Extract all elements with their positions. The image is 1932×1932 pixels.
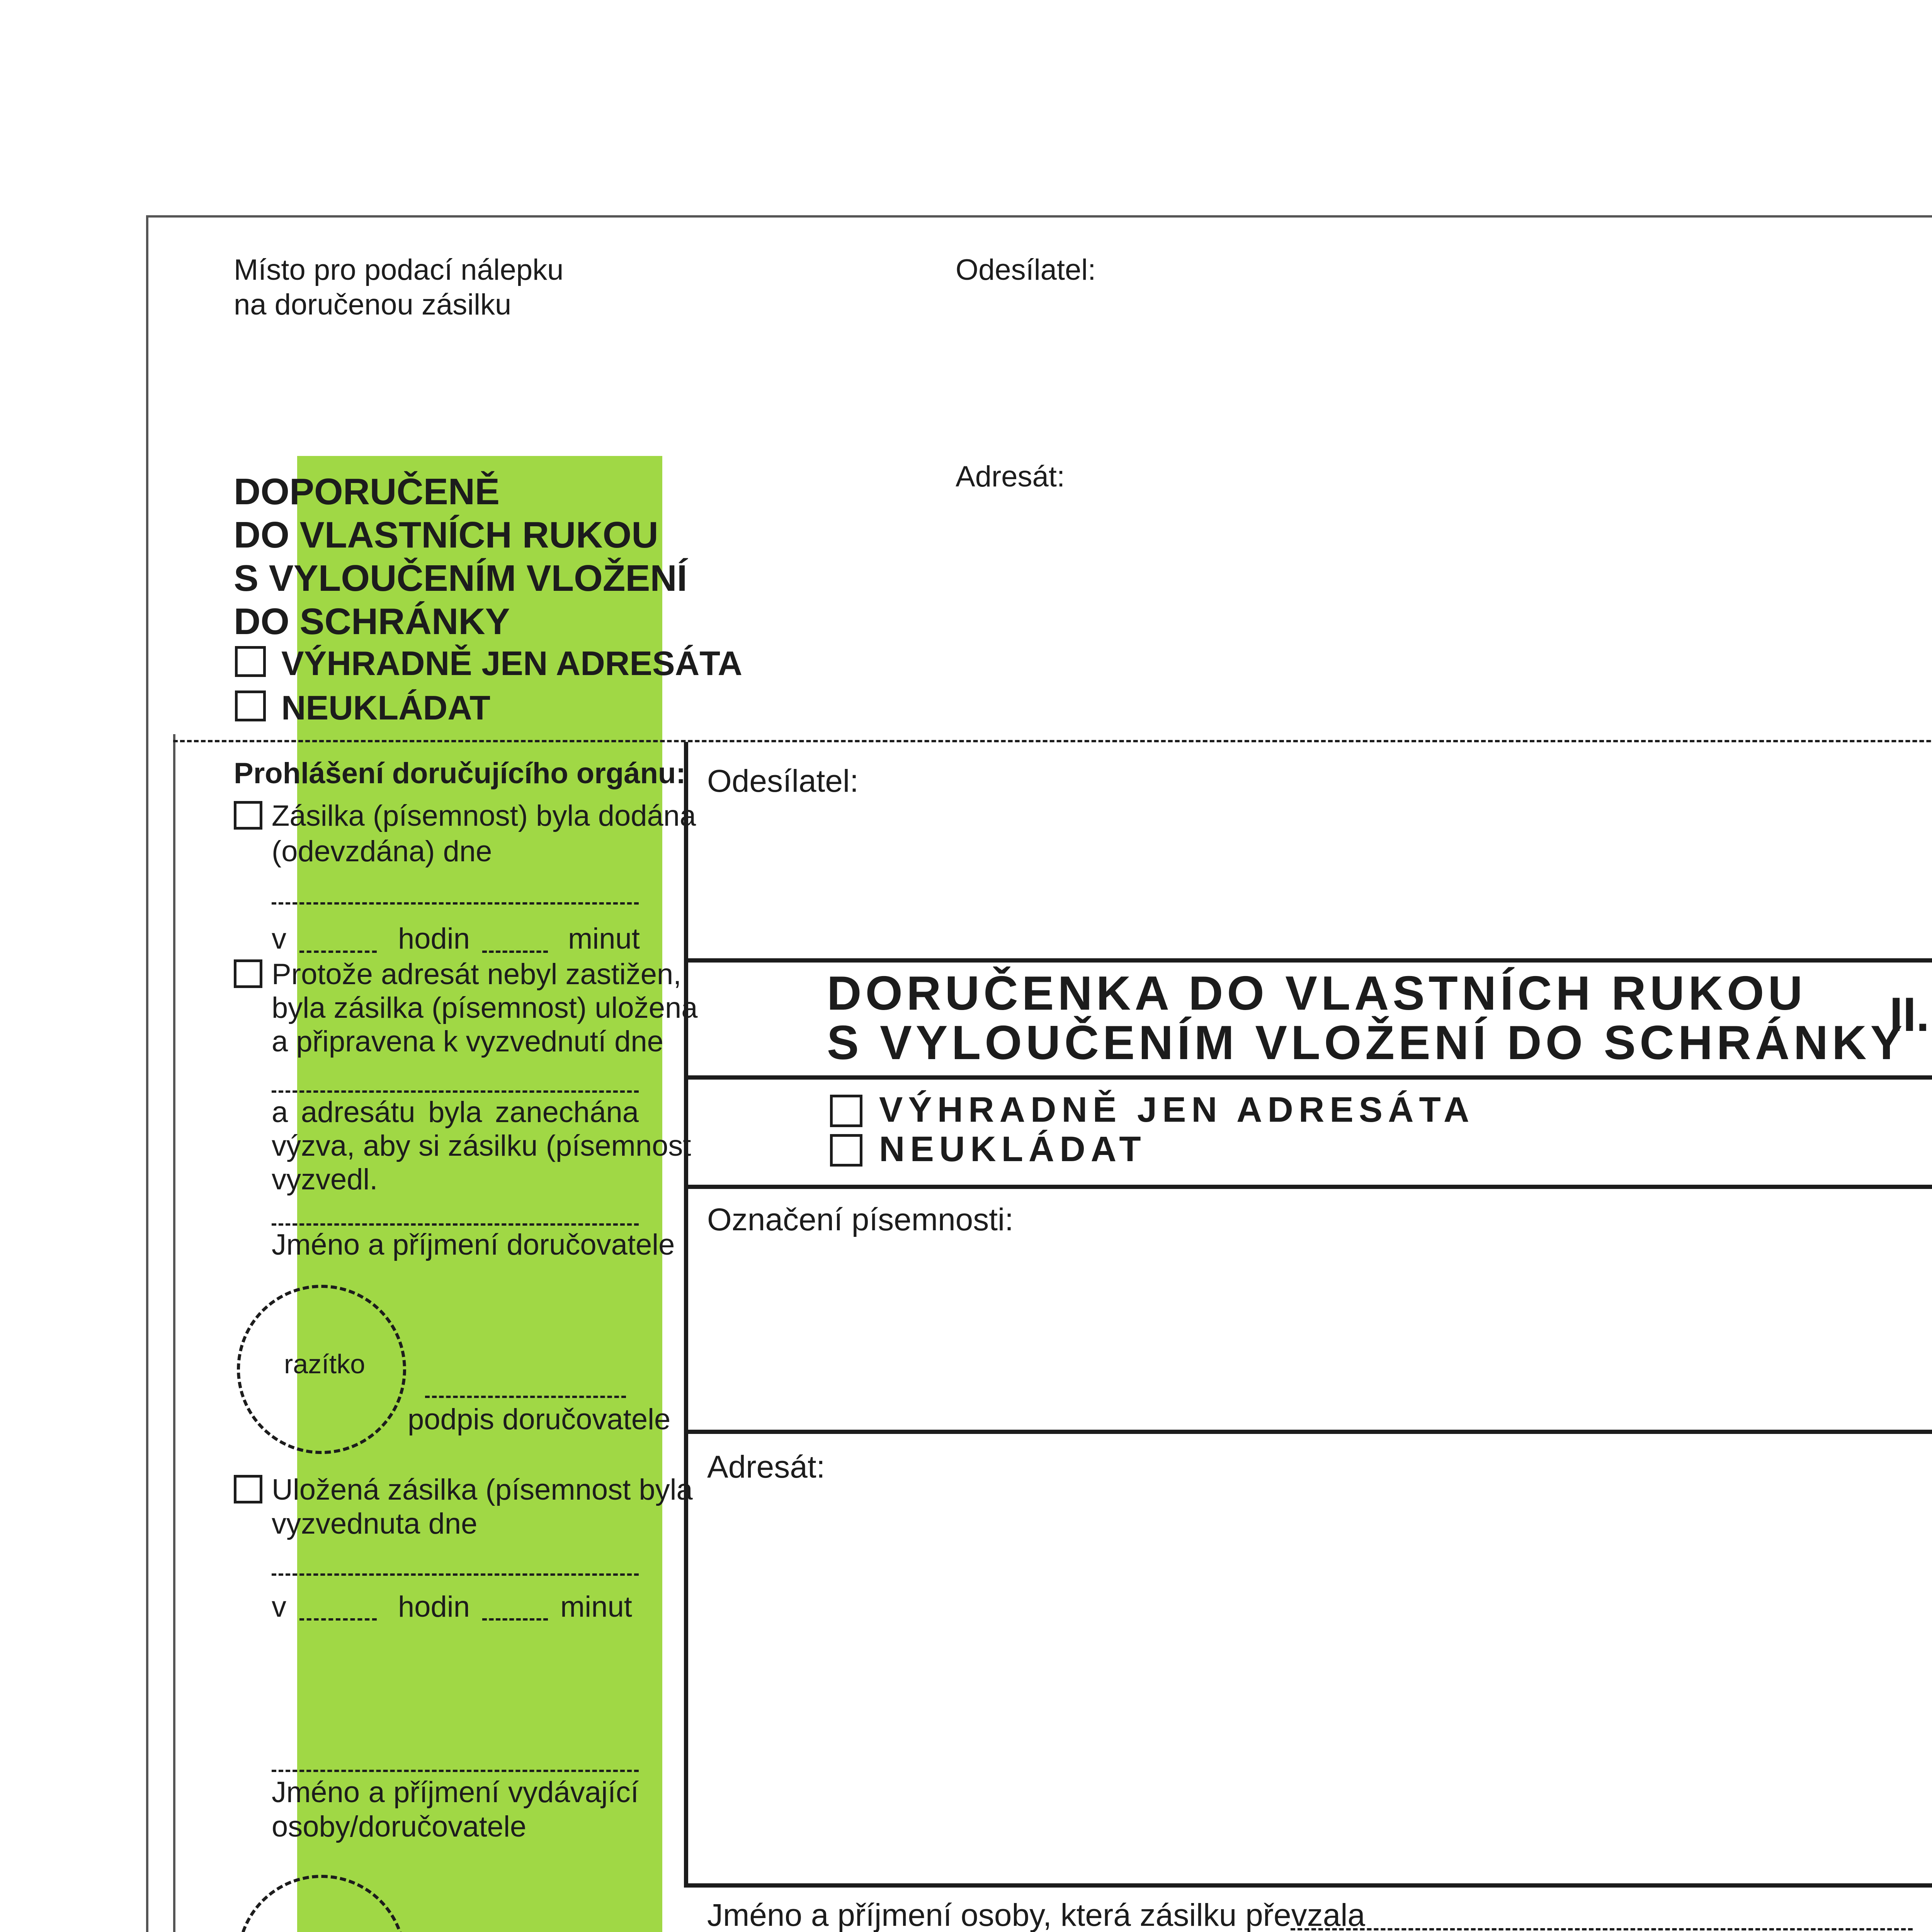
receipt-line-name-blank xyxy=(1291,1928,1913,1930)
deliverer-sign-label: podpis doručovatele xyxy=(408,1403,671,1436)
delivered-line1: Zásilka (písemnost) byla dodána xyxy=(272,799,696,832)
receipt-title-top-border xyxy=(684,958,1932,963)
left-notice-line3: vyzvedl. xyxy=(272,1163,378,1196)
time-v-2: v xyxy=(272,1590,286,1623)
stamp-text-1: razítko xyxy=(284,1349,366,1379)
receipt-addressee-label: Adresát: xyxy=(707,1449,825,1485)
fold-line xyxy=(173,740,1932,742)
top-sender-label: Odesílatel: xyxy=(956,253,1096,286)
receipt-line-name: Jméno a příjmení osoby, která zásilku převzala xyxy=(707,1898,1366,1932)
headline-line2: DO VLASTNÍCH RUKOU xyxy=(234,514,658,556)
headline-line4: DO SCHRÁNKY xyxy=(234,601,510,642)
checkbox-stored[interactable] xyxy=(234,1475,262,1503)
sticker-place-line2: na doručenou zásilku xyxy=(234,288,512,321)
not-found-line3: a připravena k vyzvednutí dne xyxy=(272,1025,663,1058)
receipt-left-border xyxy=(684,742,688,1888)
option-exclusive-receipt: VÝHRADNĚ JEN ADRESÁTA xyxy=(879,1090,1475,1129)
checkbox-exclusive-receipt[interactable] xyxy=(830,1095,862,1127)
receipt-document-bottom-border xyxy=(684,1430,1932,1434)
checkbox-delivered[interactable] xyxy=(234,801,262,830)
headline-line3: S VYLOUČENÍM VLOŽENÍ xyxy=(234,558,687,599)
pickup-date-line xyxy=(272,1573,639,1576)
headline-line1: DOPORUČENĚ xyxy=(234,471,500,512)
deliverer-sign-line xyxy=(425,1396,626,1398)
option-exclusive-top: VÝHRADNĚ JEN ADRESÁTA xyxy=(281,644,743,682)
time-minut-1: minut xyxy=(568,922,640,955)
issuer-name-line xyxy=(272,1770,639,1772)
deliverer-name-label: Jméno a příjmení doručovatele xyxy=(272,1228,675,1261)
time-minut-2: minut xyxy=(560,1590,632,1623)
hours-blank-2 xyxy=(299,1618,377,1621)
deliverer-name-line xyxy=(272,1223,639,1226)
option-no-store-receipt: NEUKLÁDAT xyxy=(879,1129,1146,1169)
delivered-line2: (odevzdána) dne xyxy=(272,835,492,868)
left-notice-line1: a adresátu byla zanechána xyxy=(272,1096,639,1129)
receipt-roman-number: II. xyxy=(1889,988,1930,1041)
option-no-store-top: NEUKLÁDAT xyxy=(281,689,490,727)
minutes-blank-2 xyxy=(482,1618,548,1621)
left-notice-line2: výzva, aby si zásilku (písemnost xyxy=(272,1129,691,1162)
delivered-date-line xyxy=(272,902,639,905)
issuer-name-line2: osoby/doručovatele xyxy=(272,1810,527,1843)
receipt-sender-label: Odesílatel: xyxy=(707,764,859,799)
time-hodin-1: hodin xyxy=(398,922,470,955)
time-hodin-2: hodin xyxy=(398,1590,470,1623)
stored-line2: vyzvednuta dne xyxy=(272,1507,478,1540)
checkbox-no-store-top[interactable] xyxy=(235,690,266,721)
receipt-title-line2: S VYLOUČENÍM VLOŽENÍ DO SCHRÁNKY xyxy=(827,1016,1906,1070)
checkbox-not-found[interactable] xyxy=(234,959,262,988)
issuer-name-line1: Jméno a příjmení vydávající xyxy=(272,1776,639,1809)
minutes-blank-1 xyxy=(482,951,548,953)
not-found-line2: byla zásilka (písemnost) uložena xyxy=(272,992,698,1024)
top-addressee-label: Adresát: xyxy=(956,460,1065,493)
declaration-title: Prohlášení doručujícího orgánu: xyxy=(234,757,686,790)
checkbox-no-store-receipt[interactable] xyxy=(830,1134,862,1167)
hours-blank-1 xyxy=(299,951,377,953)
time-v-1: v xyxy=(272,922,286,955)
not-found-line1: Protože adresát nebyl zastižen, xyxy=(272,958,682,991)
stored-date-line xyxy=(272,1090,639,1093)
receipt-title-line1: DORUČENKA DO VLASTNÍCH RUKOU xyxy=(827,967,1806,1020)
receipt-bottom-border xyxy=(684,1883,1932,1888)
receipt-document-label: Označení písemnosti: xyxy=(707,1202,1014,1237)
checkbox-exclusive-top[interactable] xyxy=(235,646,266,677)
stored-line1: Uložená zásilka (písemnost byla xyxy=(272,1473,693,1506)
sticker-place-line1: Místo pro podací nálepku xyxy=(234,253,564,286)
receipt-title-bottom-border xyxy=(684,1075,1932,1080)
receipt-options-bottom-border xyxy=(684,1185,1932,1189)
